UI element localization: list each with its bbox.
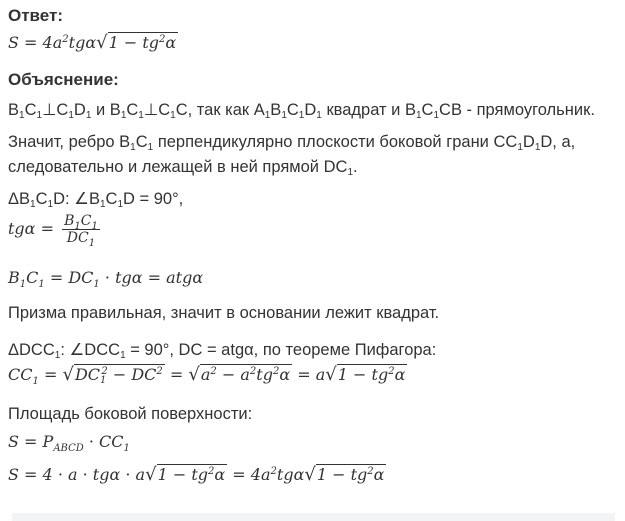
p1-and: и (96, 101, 106, 119)
area-heading: Площадь боковой поверхности: (8, 405, 253, 423)
tangent-fraction: tgα = $\frac{B_1C_1}{DC_1}$ (8, 213, 98, 249)
p2-line2-text: следовательно и лежащей в ней прямой DC (8, 158, 348, 176)
cc1-formula: $CC_1 = √DC1^2 - DC^2 = √a^2 - a^2tg^2\alpha = a√1 - tg^2\alpha$ (8, 364, 406, 387)
tri2-b: : ∠DCC (60, 341, 121, 359)
answer-heading: Ответ: (8, 6, 63, 25)
p2-text-d: D (522, 133, 535, 151)
tri1-pre: ΔB (8, 190, 31, 208)
explanation-heading: Объяснение: (8, 70, 119, 89)
p1-since: , так как (187, 101, 250, 119)
answer-formula: $S = 4a^2tg\alpha√1 - tg^2\alpha$ (8, 32, 177, 53)
p2-line2-end: . (353, 158, 358, 176)
p2-text-e: D, а, (540, 133, 576, 151)
tri1-post: D: ∠B (53, 190, 100, 208)
triangle-dcc1: $\Delta DCC_1$: $\angle DCC_1 = 90^\circ$, DC = atgα, по теореме Пифагора: (8, 341, 437, 361)
triangle-b1c1d: $\Delta B_1C_1D$: $\angle B_1C_1D = 90^\circ$, (8, 190, 184, 210)
paragraph-perpendicular: $B_1C_1\perp C_1D_1$ и $B_1C_1\perp C_1C$, так как $A_1B_1C_1D_1$ квадрат и $B_1C_1CB$ - прямоугольник. (8, 101, 595, 121)
tri2-a: ΔDCC (8, 341, 55, 359)
area-formula-final: $S = 4 \cdot a \cdot tg\alpha \cdot a√1 - tg^2\alpha = 4a^2tg\alpha√1 - tg^2\alpha$ (8, 464, 385, 485)
b1c1-formula: $B_1C_1 = DC_1 \cdot tg\alpha = atg\alpha$ (8, 268, 204, 290)
tri1-end: D = 90°, (123, 190, 184, 208)
p2-text-c: перпендикулярно плоскости боковой грани CC (157, 133, 518, 151)
area-formula-perimeter: $S = P_{ABCD} \cdot CC_1$ (8, 432, 130, 454)
paragraph-edge-line1: Значит, ребро $B_1C_1$ перпендикулярно плоскости боковой грани $CC_1D_1D$, а, (8, 133, 576, 153)
tri1-mid: C (35, 190, 48, 208)
footer-bar (12, 513, 615, 521)
p1-square: квадрат и (326, 101, 401, 119)
paragraph-edge-line2: следовательно и лежащей в ней прямой $DC_1$. (8, 158, 358, 178)
p1-rectangle: - прямоугольник. (466, 101, 595, 119)
tri2-c: = 90°, DC = atgα, по теореме Пифагора: (125, 341, 437, 359)
p2-text-a: Значит, ребро B (8, 133, 131, 151)
prism-statement: Призма правильная, значит в основании лежит квадрат. (8, 304, 440, 322)
p2-text-b: C (135, 133, 148, 151)
